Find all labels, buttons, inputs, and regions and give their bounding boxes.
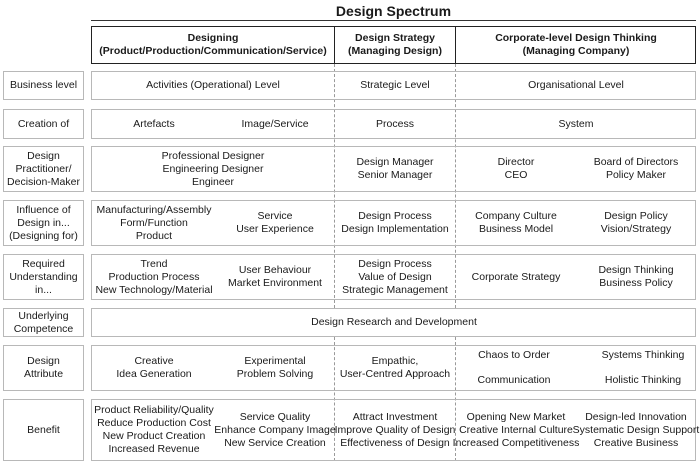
header-corporate (456, 26, 696, 64)
cell-line: Creative Business (593, 436, 679, 449)
row-label-attribute (3, 345, 84, 391)
cell-line: Systematic Design Support (572, 423, 700, 436)
cell-line: Design-led Innovation (585, 410, 687, 423)
row-label-text: Required (22, 257, 65, 270)
practitioner-designing (92, 146, 334, 192)
cell-line: Senior Manager (357, 169, 433, 181)
header-designing-title: Designing (187, 32, 239, 44)
creation-system: System (558, 117, 594, 130)
cell-line: Business Policy (599, 277, 673, 289)
header-strategy-subtitle: (Managing Design) (348, 45, 442, 57)
influence-designing-2 (216, 200, 334, 246)
attribute-holistic-thinking: Holistic Thinking (604, 373, 682, 386)
cell-line: Creative Internal Culture (459, 423, 573, 436)
influence-corporate-1 (456, 200, 576, 246)
benefit-corporate-2 (572, 399, 700, 461)
row-label-text: Design in... (17, 216, 70, 229)
row-label-text: Underlying (18, 309, 69, 322)
row-label-text: Decision-Maker (7, 175, 80, 188)
business-level-designing: Activities (Operational) Level (146, 79, 280, 91)
cell-line: Engineer (191, 175, 235, 188)
cell-line: New Technology/Material (95, 283, 213, 296)
row-label-text: (Designing for) (9, 229, 78, 242)
cell-line: User-Centred Approach (339, 368, 451, 380)
header-corporate-subtitle: (Managing Company) (522, 45, 630, 57)
influence-designing-1 (92, 200, 216, 246)
cell-line: Empathic, (371, 355, 419, 367)
cell-line: Engineering Designer (162, 162, 264, 175)
cell-line: Board of Directors (593, 156, 679, 168)
cell-line: Opening New Market (466, 410, 566, 423)
cell-line: Increased Revenue (108, 443, 200, 455)
cell-line: Design Policy (604, 210, 668, 222)
row-label-understanding (3, 254, 84, 300)
creation-artefacts: Artefacts (133, 117, 175, 130)
row-label-text: Influence of (16, 203, 71, 216)
row-label-creation-of (3, 109, 84, 139)
row-label-text: Competence (13, 322, 74, 335)
cell-line: Value of Design (358, 270, 432, 283)
cell-line: CEO (504, 169, 528, 181)
diagram-title: Design Spectrum (335, 3, 452, 19)
cell-line: Professional Designer (161, 149, 265, 162)
row-label-text: Business level (9, 79, 78, 91)
attribute-designing-1 (92, 345, 216, 391)
understanding-strategy (335, 254, 455, 300)
cell-line: Production Process (108, 270, 200, 283)
row-label-text: Understanding (9, 270, 78, 283)
cell-line: Strategic Management (342, 283, 448, 296)
row-label-text: Creation of (17, 117, 70, 130)
cell-line: User Behaviour (238, 264, 312, 276)
business-level-strategy: Strategic Level (360, 79, 430, 91)
row-label-text: Practitioner/ (15, 162, 72, 175)
row-label-text: Design (27, 355, 60, 367)
cell-line: Problem Solving (236, 368, 314, 380)
creation-image-service: Image/Service (241, 117, 309, 130)
benefit-corporate-1 (452, 399, 580, 461)
header-designing-subtitle: (Product/Production/Communication/Service) (99, 45, 327, 57)
cell-line: Design Process (358, 257, 432, 270)
row-label-business-level (3, 71, 84, 100)
cell-line: Effectiveness of Design (340, 436, 450, 449)
cell-line: User Experience (236, 223, 314, 235)
influence-corporate-2 (576, 200, 696, 246)
business-level-corporate: Organisational Level (528, 79, 624, 91)
header-design-strategy (335, 26, 455, 64)
cell-line: Business Model (478, 223, 554, 235)
header-designing (92, 26, 334, 64)
row-label-competence (3, 308, 84, 337)
cell-line: Product Reliability/Quality (94, 404, 214, 416)
header-corporate-title: Corporate-level Design Thinking (495, 32, 657, 44)
cell-line: Market Environment (228, 277, 322, 289)
cell-line: Service (257, 210, 293, 222)
benefit-designing-1 (92, 399, 216, 461)
attribute-designing-2 (216, 345, 334, 391)
cell-line: Experimental (244, 355, 306, 367)
cell-line: Reduce Production Cost (97, 417, 211, 429)
cell-line: New Service Creation (224, 436, 326, 449)
cell-line: Product (135, 229, 173, 242)
row-label-text: in... (35, 283, 52, 296)
attribute-systems-thinking: Systems Thinking (601, 348, 685, 361)
cell-line: Creative (134, 355, 174, 367)
competence-all: Design Research and Development (311, 316, 477, 328)
row-label-text: Design (27, 149, 60, 162)
cell-line: Idea Generation (116, 368, 192, 380)
creation-process: Process (376, 117, 414, 130)
cell-line: Design Implementation (341, 223, 449, 235)
attribute-communication: Communication (477, 373, 551, 386)
cell-line: Manufacturing/Assembly (96, 203, 212, 216)
cell-line: Design Manager (356, 156, 434, 168)
cell-line: Company Culture (475, 210, 557, 222)
understanding-designing-1 (92, 254, 216, 300)
cell-line: Design Process (358, 210, 432, 222)
cell-line: Trend (140, 257, 168, 270)
cell-line: Policy Maker (605, 169, 667, 181)
row-label-text: Benefit (27, 423, 60, 436)
cell-line: Increased Competitiveness (452, 436, 580, 449)
header-strategy-title: Design Strategy (355, 32, 435, 44)
cell-line: Improve Quality of Design (334, 423, 456, 436)
cell-line: Director (497, 156, 535, 168)
understanding-corporate-2 (576, 254, 696, 300)
understanding-designing-2 (216, 254, 334, 300)
cell-line: Enhance Company Image (214, 423, 336, 436)
cell-line: New Product Creation (102, 430, 206, 442)
benefit-strategy (335, 399, 455, 461)
cell-line: Service Quality (239, 410, 311, 423)
cell-line: Attract Investment (352, 410, 438, 423)
attribute-chaos-to-order: Chaos to Order (478, 348, 550, 361)
row-label-benefit (3, 399, 84, 461)
influence-strategy (335, 200, 455, 246)
cell-line: Vision/Strategy (600, 223, 672, 235)
row-label-practitioner (3, 146, 84, 192)
cell-line: Form/Function (120, 216, 188, 229)
cell-line: Design Thinking (598, 264, 674, 276)
row-label-influence (3, 200, 84, 246)
practitioner-corporate-1 (456, 146, 576, 192)
practitioner-corporate-2 (576, 146, 696, 192)
title-underline (91, 20, 696, 21)
benefit-designing-2 (216, 399, 334, 461)
practitioner-strategy (335, 146, 455, 192)
row-label-text: Attribute (23, 368, 64, 380)
understanding-corporate-1: Corporate Strategy (471, 270, 561, 283)
attribute-strategy (335, 345, 455, 391)
